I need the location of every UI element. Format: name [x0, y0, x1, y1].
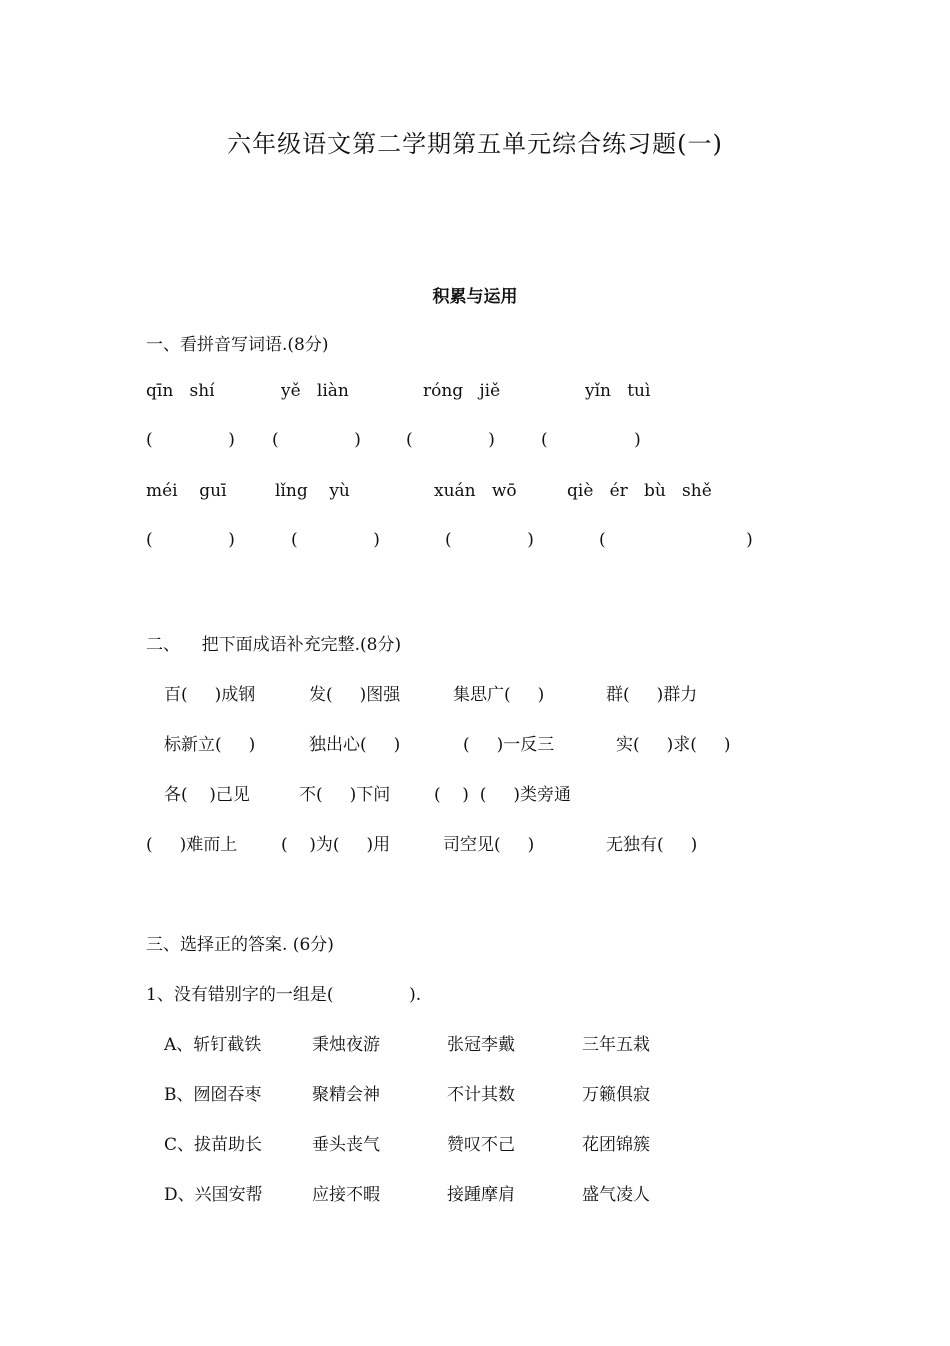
idiom-item[interactable]: ( ) ( )类旁通 — [434, 785, 571, 805]
idiom-item[interactable]: 百( )成钢 — [164, 685, 256, 705]
option-c-item: 赞叹不己 — [447, 1135, 515, 1155]
option-d-item: 应接不暇 — [312, 1185, 380, 1205]
option-b-item[interactable]: B、囫囵吞枣 — [164, 1085, 262, 1105]
option-b-item: 聚精会神 — [312, 1085, 380, 1105]
idiom-item[interactable]: 标新立( ) — [164, 735, 256, 755]
answer-blank[interactable]: ( ) — [272, 430, 361, 450]
answer-blank[interactable]: ( ) — [599, 530, 753, 550]
idiom-item[interactable]: ( )难而上 — [146, 835, 238, 855]
idiom-item[interactable]: 无独有( ) — [606, 835, 698, 855]
idiom-item[interactable]: 各( )己见 — [164, 785, 250, 805]
answer-blank[interactable]: ( ) — [406, 430, 495, 450]
idiom-item[interactable]: 不( )下问 — [299, 785, 391, 805]
pinyin-item: qiè ér bù shě — [567, 481, 712, 501]
idiom-item[interactable]: 独出心( ) — [309, 735, 401, 755]
section-3-heading: 三、选择正的答案. (6分) — [146, 935, 334, 955]
answer-blank[interactable]: ( ) — [146, 430, 235, 450]
idiom-item[interactable]: 群( )群力 — [606, 685, 698, 705]
option-a-item: 张冠李戴 — [447, 1035, 515, 1055]
option-d-item[interactable]: D、兴国安帮 — [164, 1185, 263, 1205]
option-d-item: 接踵摩肩 — [447, 1185, 515, 1205]
document-title: 六年级语文第二学期第五单元综合练习题(一) — [227, 130, 723, 158]
pinyin-item: lǐng yù — [275, 481, 350, 501]
answer-blank[interactable]: ( ) — [541, 430, 641, 450]
idiom-item[interactable]: 司空见( ) — [443, 835, 535, 855]
option-a-item: 秉烛夜游 — [312, 1035, 380, 1055]
answer-blank[interactable]: ( ) — [146, 530, 235, 550]
pinyin-item: yǐn tuì — [585, 381, 651, 401]
option-b-item: 不计其数 — [447, 1085, 515, 1105]
pinyin-item: qīn shí — [146, 381, 215, 401]
section-subtitle: 积累与运用 — [432, 287, 518, 307]
idiom-item[interactable]: ( )一反三 — [463, 735, 555, 755]
option-c-item[interactable]: C、拔苗助长 — [164, 1135, 263, 1155]
idiom-item[interactable]: 发( )图强 — [309, 685, 401, 705]
section-1-heading: 一、看拼音写词语.(8分) — [146, 335, 329, 355]
option-c-item: 垂头丧气 — [312, 1135, 380, 1155]
answer-blank[interactable]: ( ) — [291, 530, 380, 550]
answer-blank[interactable]: ( ) — [445, 530, 534, 550]
pinyin-item: méi guī — [146, 481, 227, 501]
idiom-item[interactable]: ( )为( )用 — [281, 835, 391, 855]
option-a-item[interactable]: A、斩钉截铁 — [164, 1035, 262, 1055]
section-2-heading: 二、 把下面成语补充完整.(8分) — [146, 635, 402, 655]
option-d-item: 盛气凌人 — [582, 1185, 650, 1205]
pinyin-item: xuán wō — [434, 481, 517, 501]
pinyin-item: yě liàn — [281, 381, 349, 401]
option-a-item: 三年五栽 — [582, 1035, 650, 1055]
idiom-item[interactable]: 集思广( ) — [453, 685, 545, 705]
pinyin-item: róng jiě — [423, 381, 501, 401]
question-1: 1、没有错别字的一组是( ). — [146, 985, 422, 1005]
idiom-item[interactable]: 实( )求( ) — [616, 735, 731, 755]
option-b-item: 万籁俱寂 — [582, 1085, 650, 1105]
option-c-item: 花团锦簇 — [582, 1135, 650, 1155]
